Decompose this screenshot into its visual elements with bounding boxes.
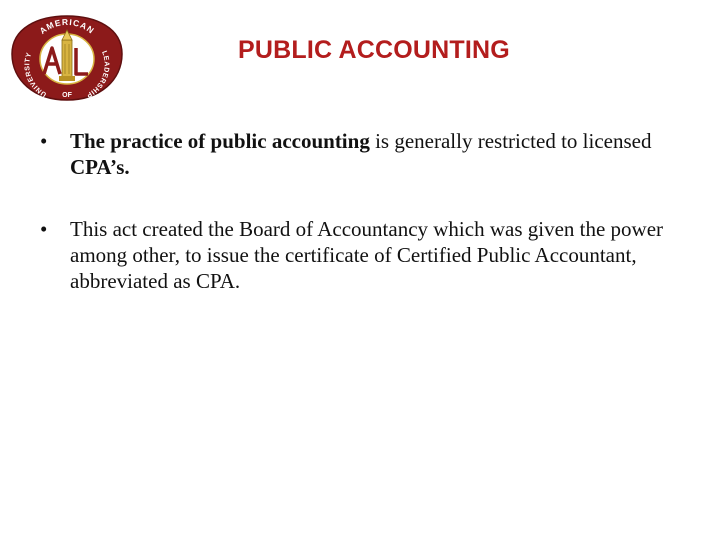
logo-ring-top-text: AMERICAN bbox=[37, 16, 97, 36]
list-item bbox=[40, 128, 680, 180]
bullet-bold-tail: CPA’s. bbox=[70, 155, 130, 179]
university-logo bbox=[8, 14, 126, 102]
bullet-bold-lead: The practice of public accounting bbox=[70, 129, 370, 153]
bullet-marker: • bbox=[40, 217, 48, 241]
bullet-list bbox=[40, 128, 680, 330]
bullet-text: is generally restricted to licensed bbox=[369, 129, 652, 153]
bullet-text: This act created the Board of Accountancy which was given the power among other, to issue the certificate of Certified Public Accountant, abbreviated as CPA. bbox=[70, 217, 664, 293]
list-item bbox=[40, 216, 680, 294]
logo-ring-right-text: LEADERSHIP bbox=[84, 49, 110, 99]
page-title: PUBLIC ACCOUNTING bbox=[238, 36, 510, 64]
logo-ring-left-text: UNIVERSITY bbox=[24, 51, 48, 98]
logo-ring-bottom-text: OF bbox=[62, 92, 72, 99]
bullet-marker: • bbox=[40, 129, 48, 153]
